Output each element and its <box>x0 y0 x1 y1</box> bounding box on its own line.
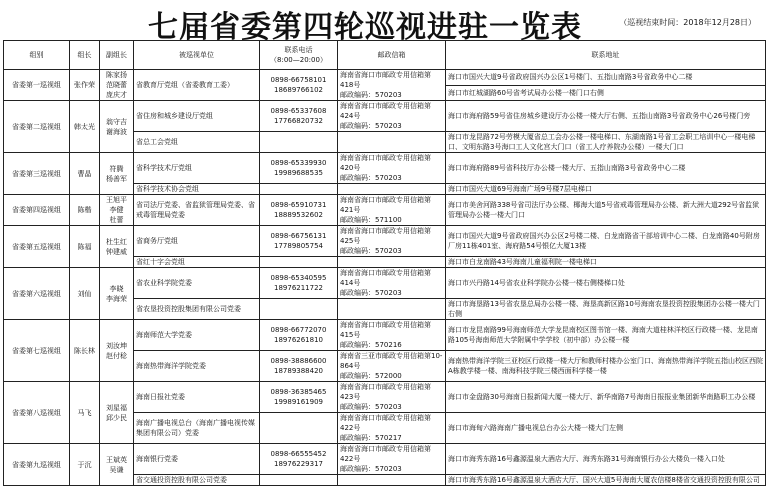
phone-mobile: 19989161909 <box>274 398 323 406</box>
mailbox-cell <box>338 153 446 184</box>
phone-cell <box>260 195 338 226</box>
phone-cell <box>260 70 338 101</box>
deputy-cell <box>100 320 134 382</box>
phone-cell <box>260 268 338 299</box>
unit-cell: 省商务厅党组 <box>134 226 260 257</box>
col-header-deputy: 副组长 <box>100 41 134 70</box>
mailbox-address: 海南省海口市邮政专用信箱第425号 <box>340 227 431 245</box>
address-cell: 海南热带海洋学院三亚校区行政楼一楼大厅和教师村楼办公室门口、海南热带海洋学院五指山校区西院A栋教学楼一楼、南海科技学院三楼西面科学楼一楼 <box>446 351 766 382</box>
phone-cell <box>260 153 338 184</box>
deputy-name: 王斌英 <box>106 455 127 464</box>
mailbox-cell <box>338 184 446 195</box>
leader-cell: 陈长林 <box>70 320 100 382</box>
address-cell: 海口市龙昆南路99号海南师范大学龙昆南校区图书馆一楼、海南大道桂林洋校区行政楼一楼、龙昆南路105号海南师范大学附属中学学校（初中部）办公楼一楼 <box>446 320 766 351</box>
phone-cell <box>260 444 338 475</box>
mailbox-cell <box>338 195 446 226</box>
group-name-cell: 省委第八巡视组 <box>4 382 70 444</box>
mailbox-address: 海南省三亚市邮政专用信箱第10-864号 <box>340 352 443 370</box>
mailbox-cell <box>338 413 446 444</box>
address-cell: 海口市白龙南路43号海南儿童福利院一楼电梯口 <box>446 257 766 268</box>
mailbox-address: 海南省海口市邮政专用信箱第418号 <box>340 71 431 89</box>
table-row <box>4 101 766 132</box>
phone-cell <box>260 351 338 382</box>
leader-cell: 马飞 <box>70 382 100 444</box>
deputy-name: 杜蕾 <box>109 216 124 224</box>
deputy-cell <box>100 153 134 195</box>
group-name-cell: 省委第三巡视组 <box>4 153 70 195</box>
table-row <box>4 195 766 226</box>
table-row <box>4 153 766 184</box>
phone-mobile: 18889532602 <box>274 211 323 219</box>
postal-code: 邮政编码：570203 <box>340 289 402 297</box>
phone-mobile: 17766820732 <box>274 117 323 125</box>
phone-landline: 0898-66555452 <box>270 450 327 458</box>
address-cell: 海口市国兴大道69号海南广场9号楼7层电梯口 <box>446 184 766 195</box>
mailbox-cell <box>338 70 446 101</box>
group-name-cell: 省委第五巡视组 <box>4 226 70 268</box>
phone-cell <box>260 257 338 268</box>
mailbox-address: 海南省海口市邮政专用信箱第415号 <box>340 321 431 339</box>
deputy-cell <box>100 444 134 486</box>
leader-cell: 张作荣 <box>70 70 100 101</box>
col-header-phone: 联系电话 （8:00—20:00） <box>260 41 338 70</box>
deputy-name: 王旭平 <box>106 196 127 204</box>
postal-code: 邮政编码：570203 <box>340 122 402 130</box>
mailbox-cell <box>338 475 446 486</box>
group-name-cell: 省委第九巡视组 <box>4 444 70 486</box>
postal-code: 邮政编码：570203 <box>340 247 402 255</box>
phone-cell <box>260 475 338 486</box>
phone-mobile: 18689766102 <box>274 86 323 94</box>
deputy-name: 翁守吉 <box>106 117 127 126</box>
mailbox-cell <box>338 132 446 153</box>
deputy-cell <box>100 70 134 101</box>
leader-cell: 陈福 <box>70 226 100 268</box>
mailbox-cell <box>338 257 446 268</box>
deputy-name: 钟建威 <box>106 247 127 256</box>
unit-cell: 海南师范大学党委 <box>134 320 260 351</box>
phone-landline: 0898-36385465 <box>270 388 327 396</box>
table-row <box>4 444 766 475</box>
deputy-name: 刘汝坤 <box>106 341 127 350</box>
mailbox-cell <box>338 382 446 413</box>
deputy-name: 李海荣 <box>106 294 127 303</box>
unit-cell: 省农垦投资控股集团有限公司党委 <box>134 299 260 320</box>
unit-cell: 省教育厅党组（省委教育工委） <box>134 70 260 101</box>
address-cell: 海口市国兴大道9号省政府国兴办公区2号楼二楼、白龙南路省干部培训中心二楼、白龙南路40号附房厂房11栋401室、海府路54号银亿大厦13楼 <box>446 226 766 257</box>
title-bar <box>0 0 768 45</box>
group-name-cell: 省委第六巡视组 <box>4 268 70 320</box>
mailbox-cell <box>338 320 446 351</box>
postal-code: 邮政编码：570203 <box>340 465 402 473</box>
deputy-cell <box>100 195 134 226</box>
group-name-cell: 省委第七巡视组 <box>4 320 70 382</box>
address-cell: 海口市海秀东路16号鑫源温泉大酒店大厅、海秀东路31号海南银行办公大楼负一楼入口处 <box>446 444 766 475</box>
address-cell: 海口市红城湖路60号省考试局办公楼一楼门口右侧 <box>446 85 766 101</box>
deputy-name: 李晓 <box>109 284 124 293</box>
unit-cell: 海南日报社党委 <box>134 382 260 413</box>
unit-cell: 省司法厅党委、省监狱管理局党委、省戒毒管理局党委 <box>134 195 260 226</box>
table-row <box>4 382 766 413</box>
phone-landline: 0898-66756131 <box>270 232 327 240</box>
mailbox-cell <box>338 268 446 299</box>
postal-code: 邮政编码：570203 <box>340 91 402 99</box>
table-row <box>4 268 766 299</box>
deputy-name: 赵付稔 <box>106 351 127 360</box>
unit-cell: 省科学技术协会党组 <box>134 184 260 195</box>
leader-cell: 曹晶 <box>70 153 100 195</box>
mailbox-address: 海南省海口市邮政专用信箱第424号 <box>340 102 431 120</box>
mailbox-address: 海南省海口市邮政专用信箱第422号 <box>340 414 431 432</box>
table-row <box>4 70 766 86</box>
address-cell: 海口市美舍河路338号省司法厅办公楼、椰海大道5号省戒毒管理局办公楼、新大洲大道292号省监狱管理局办公楼一楼大门口 <box>446 195 766 226</box>
page-title: 七届省委第四轮巡视进驻一览表 <box>148 10 582 45</box>
col-header-leader: 组长 <box>70 41 100 70</box>
address-cell: 海口市国兴大道9号省政府国兴办公区1号楼门、五指山南路3号省政务中心二楼 <box>446 70 766 86</box>
postal-code: 邮政编码：572000 <box>340 372 402 380</box>
address-cell: 海口市海垦路13号省农垦总局办公楼一楼、海垦高新区路10号海南农垦投资控股集团办公楼一楼大门右侧 <box>446 299 766 320</box>
group-name-cell: 省委第一巡视组 <box>4 70 70 101</box>
leader-cell: 于沉 <box>70 444 100 486</box>
deputy-name: 李健 <box>109 206 124 214</box>
deputy-name: 庞庆才 <box>106 91 127 99</box>
leader-cell: 陈楷 <box>70 195 100 226</box>
unit-cell: 海南广播电视总台（海南广播电视传媒集团有限公司）党委 <box>134 413 260 444</box>
phone-mobile: 18976229317 <box>274 460 323 468</box>
address-cell: 海口市金盘路30号海南日报新闻大厦一楼大厅、新华南路7号海南日报报业集团新华南路职工办公楼 <box>446 382 766 413</box>
postal-code: 邮政编码：570216 <box>340 341 402 349</box>
unit-cell: 海南银行党委 <box>134 444 260 475</box>
unit-cell: 省农业科学院党委 <box>134 268 260 299</box>
deputy-name: 谢海波 <box>106 127 127 136</box>
deputy-name: 杨善军 <box>106 174 127 183</box>
address-cell: 海口市海府路59号省住房城乡建设厅办公楼一楼大厅右侧、五指山南路3号省政务中心26号楼门旁 <box>446 101 766 132</box>
phone-mobile: 18976211722 <box>274 284 323 292</box>
postal-code: 邮政编码：570217 <box>340 434 402 442</box>
unit-cell: 省住房和城乡建设厅党组 <box>134 101 260 132</box>
mailbox-address: 海南省海口市邮政专用信箱第421号 <box>340 196 431 214</box>
deputy-name: 陈家扬 <box>106 71 127 79</box>
mailbox-address: 海南省海口市邮政专用信箱第414号 <box>340 269 431 287</box>
deputy-name: 邱少民 <box>106 413 127 422</box>
col-header-address: 联系地址 <box>446 41 766 70</box>
col-header-mailbox: 邮政信箱 <box>338 41 446 70</box>
deputy-cell <box>100 268 134 320</box>
table-body <box>4 70 766 486</box>
table-header-row <box>4 41 766 70</box>
deputy-name: 刘星福 <box>106 403 127 412</box>
unit-cell: 省科学技术厅党组 <box>134 153 260 184</box>
unit-cell: 省交通投资控股有限公司党委 <box>134 475 260 486</box>
address-cell: 海口市海甸六路海南广播电视总台办公大楼一楼大门左侧 <box>446 413 766 444</box>
phone-cell <box>260 132 338 153</box>
phone-cell <box>260 226 338 257</box>
phone-landline: 0898-66758101 <box>270 76 327 84</box>
phone-cell <box>260 299 338 320</box>
col-header-unit: 被巡视单位 <box>134 41 260 70</box>
phone-cell <box>260 101 338 132</box>
col-header-group: 组别 <box>4 41 70 70</box>
postal-code: 邮政编码：571100 <box>340 216 402 224</box>
phone-cell <box>260 184 338 195</box>
inspection-table <box>3 40 766 486</box>
phone-mobile: 18789388420 <box>274 367 323 375</box>
phone-landline: 0898-65340595 <box>270 274 327 282</box>
table-row <box>4 320 766 351</box>
unit-cell: 省红十字会党组 <box>134 257 260 268</box>
address-cell: 海口市兴丹路14号省农业科学院办公楼一楼右侧楼梯口处 <box>446 268 766 299</box>
mailbox-cell <box>338 226 446 257</box>
phone-landline: 0898-65339930 <box>270 159 327 167</box>
deputy-name: 符腾 <box>109 164 124 173</box>
deputy-cell <box>100 101 134 153</box>
phone-cell <box>260 382 338 413</box>
phone-landline: 0898-66772070 <box>270 326 327 334</box>
leader-cell: 刘仙 <box>70 268 100 320</box>
phone-mobile: 18976261810 <box>274 336 323 344</box>
postal-code: 邮政编码：570203 <box>340 174 402 182</box>
group-name-cell: 省委第二巡视组 <box>4 101 70 153</box>
mailbox-cell <box>338 444 446 475</box>
phone-mobile: 19989688535 <box>274 169 323 177</box>
unit-cell: 海南热带海洋学院党委 <box>134 351 260 382</box>
leader-cell: 韩太光 <box>70 101 100 153</box>
mailbox-cell <box>338 101 446 132</box>
mailbox-cell <box>338 351 446 382</box>
group-name-cell: 省委第四巡视组 <box>4 195 70 226</box>
phone-landline: 0898-38886600 <box>270 357 327 365</box>
deputy-name: 吴谦 <box>109 465 124 474</box>
phone-mobile: 17789805754 <box>274 242 323 250</box>
address-cell: 海口市龙昆路72号劳模大厦省总工会办公楼一楼电梯口、东湖南路1号省工会职工培训中心一楼电梯口、文明东路3号海口工人文化宫大门口（省工人疗养院办公楼）一楼大门口 <box>446 132 766 153</box>
phone-cell <box>260 320 338 351</box>
deputy-cell <box>100 226 134 268</box>
mailbox-cell <box>338 299 446 320</box>
postal-code: 邮政编码：570203 <box>340 403 402 411</box>
unit-cell: 省总工会党组 <box>134 132 260 153</box>
deputy-name: 杜生红 <box>106 237 127 246</box>
phone-landline: 0898-65337608 <box>270 107 327 115</box>
mailbox-address: 海南省海口市邮政专用信箱第423号 <box>340 383 431 401</box>
deputy-name: 范晓蕾 <box>106 81 127 89</box>
phone-cell <box>260 413 338 444</box>
end-date-note: （巡视结束时间：2018年12月28日） <box>619 18 756 27</box>
deputy-cell <box>100 382 134 444</box>
table-row <box>4 226 766 257</box>
phone-landline: 0898-65910731 <box>270 201 327 209</box>
address-cell: 海口市海府路89号省科技厅办公楼一楼大厅、五指山南路3号省政务中心二楼 <box>446 153 766 184</box>
address-cell: 海口市海秀东路16号鑫源温泉大酒店大厅、国兴大道5号海南大厦农信楼8楼省交通投资控股有限公司 <box>446 475 766 486</box>
mailbox-address: 海南省海口市邮政专用信箱第420号 <box>340 154 431 172</box>
mailbox-address: 海南省海口市邮政专用信箱第422号 <box>340 445 431 463</box>
